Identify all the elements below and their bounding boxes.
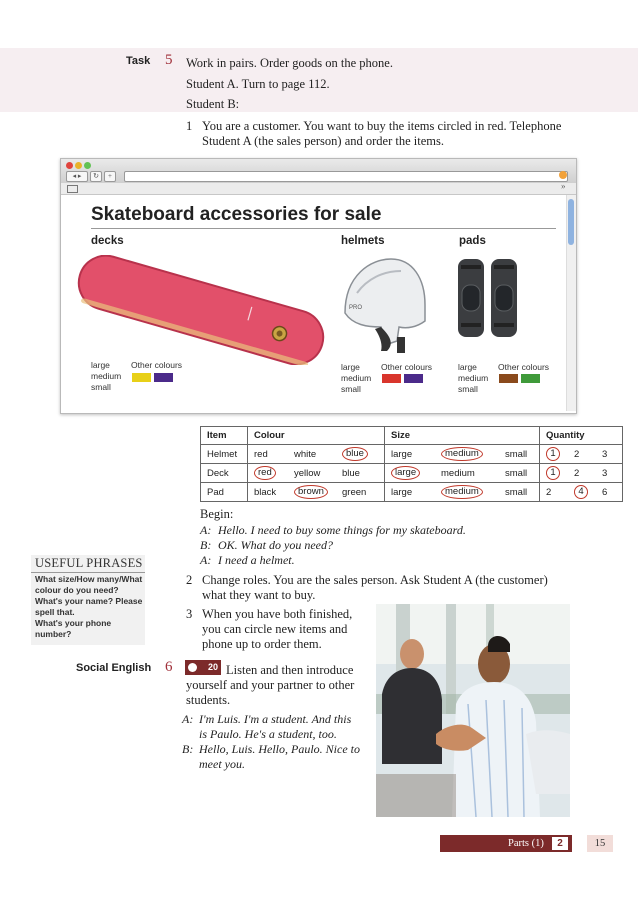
back-forward-button[interactable]: ◂ ▸ — [66, 171, 88, 182]
pad-size-medium: medium — [458, 373, 489, 383]
chevron-right-icon[interactable]: » — [561, 181, 566, 191]
quantity-option: 3 — [596, 464, 623, 483]
browser-titlebar — [61, 159, 576, 184]
colour-option: blue — [336, 464, 385, 483]
useful-phrases-title: USEFUL PHRASES — [35, 556, 143, 570]
dialogue-speaker: A: — [200, 553, 212, 567]
step-3-number: 3 — [186, 607, 193, 621]
useful-phrase-line: What size/How many/What — [35, 574, 143, 584]
pad-other-colours-label: Other colours — [498, 362, 550, 372]
task-number: 5 — [165, 52, 173, 68]
step-3-line-1: When you have both finished, — [202, 607, 353, 621]
dialogue-speaker: B: — [200, 538, 212, 552]
step-1-line-2: Student A (the sales person) and order the items. — [202, 134, 444, 148]
size-option: large — [385, 445, 436, 464]
audio-track-badge[interactable] — [185, 660, 221, 675]
social-english-number: 6 — [165, 659, 173, 675]
dialogue-line: Hello. I need to buy some things for my skateboard. — [218, 523, 466, 537]
knee-pads-image — [457, 255, 519, 341]
colour-option: white — [288, 445, 336, 464]
begin-label: Begin: — [200, 507, 234, 521]
handshake-photo — [376, 604, 570, 817]
zoom-window-icon[interactable] — [84, 162, 91, 169]
quantity-option-circled[interactable]: 4 — [574, 485, 588, 499]
pad-colour-swatch-green — [521, 374, 540, 383]
pad-size-small: small — [458, 384, 478, 394]
size-option-circled[interactable]: large — [391, 466, 420, 480]
colour-option: green — [336, 483, 385, 502]
svg-text:PRO: PRO — [349, 305, 363, 311]
quantity-option: 2 — [568, 445, 596, 464]
quantity-option-circled[interactable]: 1 — [546, 447, 560, 461]
table-row — [201, 464, 623, 483]
dialogue-line: Hello, Luis. Hello, Paulo. Nice to — [199, 742, 360, 756]
table-row — [201, 483, 623, 502]
helmet-image — [337, 253, 429, 357]
catalog-title: Skateboard accessories for sale — [91, 204, 382, 225]
helmets-heading: helmets — [341, 235, 385, 247]
bookmarks-icon[interactable] — [67, 185, 78, 193]
address-bar[interactable] — [124, 171, 568, 182]
quantity-option: 6 — [596, 483, 623, 502]
dialogue-line: I need a helmet. — [218, 553, 295, 567]
unit-number: 2 — [552, 837, 568, 850]
useful-phrase-line: spell that. — [35, 607, 75, 617]
helmet-colour-swatch-red — [382, 374, 401, 383]
task-intro: Work in pairs. Order goods on the phone. — [186, 56, 393, 70]
pad-colour-swatch-brown — [499, 374, 518, 383]
scrollbar-thumb[interactable] — [568, 199, 574, 245]
colour-option: red — [248, 445, 289, 464]
pads-heading: pads — [459, 235, 486, 247]
step-2-line-2: what they want to buy. — [202, 588, 316, 602]
skateboard-deck-image — [69, 255, 334, 365]
row-item: Helmet — [201, 445, 248, 464]
helmet-size-large: large — [341, 362, 360, 372]
rss-icon[interactable] — [559, 171, 567, 179]
size-option-circled[interactable]: medium — [441, 447, 483, 461]
quantity-option-circled[interactable]: 1 — [546, 466, 560, 480]
size-option-circled[interactable]: medium — [441, 485, 483, 499]
header-item: Item — [201, 427, 248, 445]
deck-size-large: large — [91, 360, 110, 370]
size-option: large — [385, 483, 436, 502]
dialogue-line: OK. What do you need? — [218, 538, 333, 552]
helmet-size-small: small — [341, 384, 361, 394]
helmet-colour-swatch-purple — [404, 374, 423, 383]
dialogue-line: meet you. — [199, 757, 245, 771]
size-option: small — [499, 483, 540, 502]
scrollbar[interactable] — [566, 195, 576, 411]
social-english-label: Social English — [76, 662, 152, 674]
reload-icon[interactable]: ↻ — [90, 171, 102, 182]
step-1-number: 1 — [186, 119, 193, 133]
useful-phrase-line: What's your name? Please — [35, 596, 143, 606]
dialogue-speaker: B: — [182, 742, 194, 756]
bookmarks-bar — [61, 183, 576, 195]
quantity-option: 2 — [540, 483, 569, 502]
social-line-3: students. — [186, 693, 231, 707]
header-size: Size — [385, 427, 540, 445]
decks-heading: decks — [91, 235, 124, 247]
minimize-window-icon[interactable] — [75, 162, 82, 169]
row-item: Pad — [201, 483, 248, 502]
useful-phrase-line: What's your phone — [35, 618, 112, 628]
social-line-1: Listen and then introduce — [226, 663, 354, 677]
useful-phrase-line: number? — [35, 629, 72, 639]
audio-track-number: 20 — [207, 662, 218, 672]
browser-window — [60, 158, 577, 414]
deck-colour-swatch-yellow — [132, 373, 151, 382]
cd-icon — [188, 663, 197, 672]
unit-title: Parts (1) — [508, 838, 544, 849]
title-divider — [91, 228, 556, 229]
table-header-row — [201, 427, 623, 445]
colour-option-circled[interactable]: brown — [294, 485, 328, 499]
colour-option: yellow — [288, 464, 336, 483]
add-tab-icon[interactable]: + — [104, 171, 116, 182]
deck-size-small: small — [91, 382, 111, 392]
social-line-2: yourself and your partner to other — [186, 678, 355, 692]
dialogue-speaker: A: — [182, 712, 194, 726]
page-number: 15 — [587, 835, 613, 852]
size-option: medium — [435, 464, 499, 483]
step-3-line-3: phone up to order them. — [202, 637, 322, 651]
colour-option-circled[interactable]: blue — [342, 447, 368, 461]
size-option: small — [499, 464, 540, 483]
quantity-option: 3 — [596, 445, 623, 464]
student-b-label: Student B: — [186, 97, 240, 111]
step-2-line-1: Change roles. You are the sales person. Ask Student A (the customer) — [202, 573, 548, 587]
step-3-line-2: you can circle new items and — [202, 622, 348, 636]
size-option: small — [499, 445, 540, 464]
order-table — [200, 426, 623, 502]
row-item: Deck — [201, 464, 248, 483]
close-window-icon[interactable] — [66, 162, 73, 169]
step-1-line-1: You are a customer. You want to buy the items circled in red. Telephone — [202, 119, 562, 133]
dialogue-line: I'm Luis. I'm a student. And this — [199, 712, 352, 726]
dialogue-speaker: A: — [200, 523, 212, 537]
useful-phrases-divider — [31, 572, 145, 573]
deck-colour-swatch-purple — [154, 373, 173, 382]
table-row — [201, 445, 623, 464]
deck-size-medium: medium — [91, 371, 122, 381]
helmet-size-medium: medium — [341, 373, 372, 383]
colour-option-circled[interactable]: red — [254, 466, 276, 480]
deck-other-colours-label: Other colours — [131, 360, 183, 370]
useful-phrases-list — [35, 574, 145, 640]
colour-option: black — [248, 483, 289, 502]
task-label: Task — [126, 55, 151, 67]
quantity-option: 2 — [568, 464, 596, 483]
dialogue-line: is Paulo. He's a student, too. — [199, 727, 337, 741]
pad-size-large: large — [458, 362, 477, 372]
header-quantity: Quantity — [540, 427, 623, 445]
helmet-other-colours-label: Other colours — [381, 362, 433, 372]
useful-phrase-line: colour do you need? — [35, 585, 119, 595]
student-a-instruction: Student A. Turn to page 112. — [186, 77, 330, 91]
step-2-number: 2 — [186, 573, 193, 587]
header-colour: Colour — [248, 427, 385, 445]
